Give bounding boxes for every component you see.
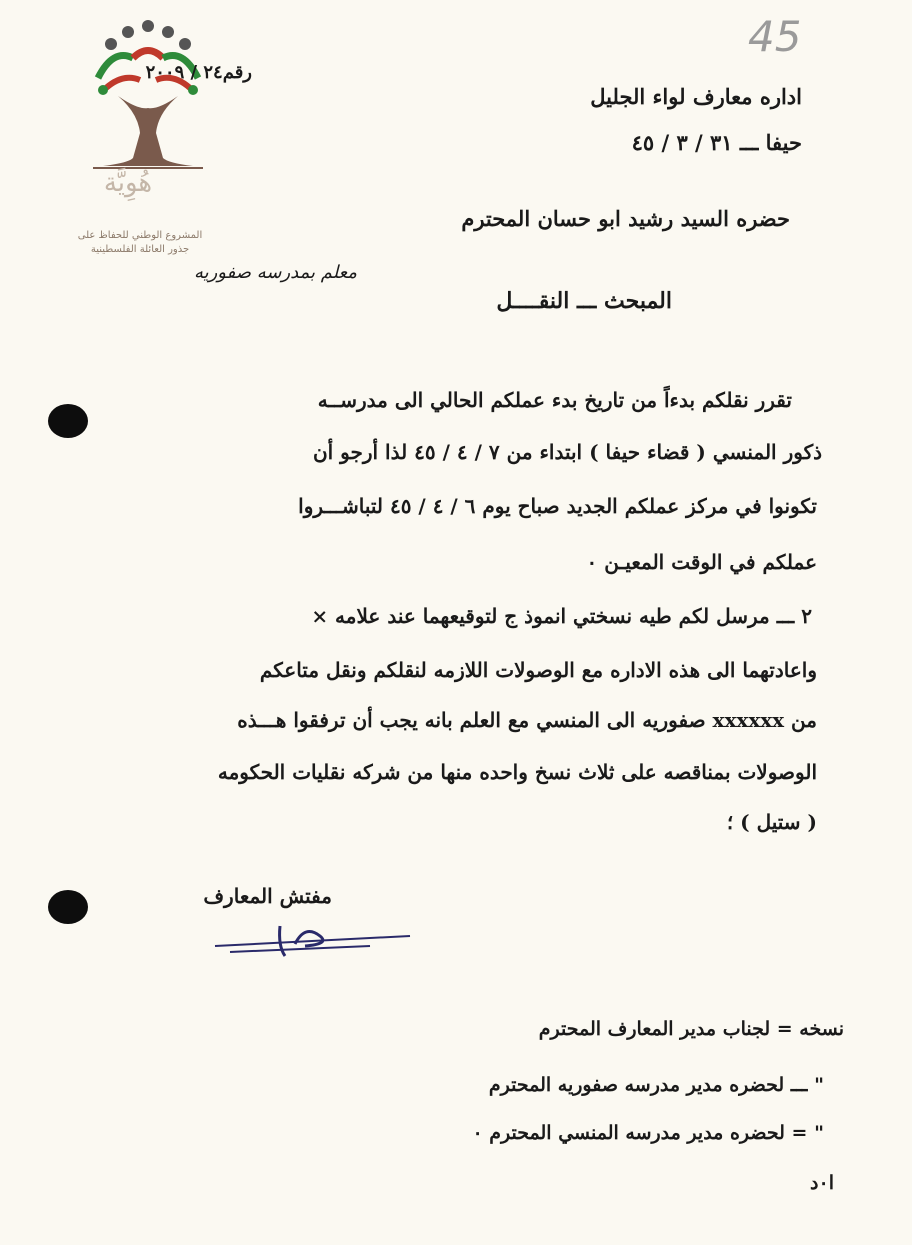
addressee-role: معلم بمدرسه صفوريه [193,262,357,283]
logo-tagline-1: المشروع الوطني للحفاظ على [77,230,203,241]
copy-line-1: نسخه = لجناب مدير المعارف المحترم [538,1018,844,1040]
logo-name: هُوِيَّة [103,168,153,198]
office-name: اداره معارف لواء الجليل [590,84,802,109]
subject-line: المبحث ـــ النقــــل [496,288,672,314]
body-line-6: واعادتهما الى هذه الاداره مع الوصولات اللازمه لنقلكم ونقل متاعكم [259,658,817,682]
body-line-4: عملكم في الوقت المعيـن ٠ [586,550,817,574]
body-line-2: ذكور المنسي ( قضاء حيفا ) ابتداء من ٧ / ٤ / ٤٥ لذا أرجو أن [312,440,822,464]
signature-mark [210,916,420,966]
body-line-8: الوصولات بمناقصه على ثلاث نسخ واحده منها من شركه نقليات الحكومه [217,760,817,784]
body-line-7: من xxxxxx صفوريه الى المنسي مع العلم بانه يجب أن ترفقوا هـــذه [237,708,817,732]
initials: ا٠د [810,1172,834,1194]
place-date: حيفا ـــ ٣١ / ٣ / ٤٥ [631,130,802,155]
body-line-5: ٢ ـــ مرسل لكم طيه نسختي انموذ ج لتوقيعهما عند علامه × [311,604,812,628]
copy-line-3: " = لحضره مدير مدرسه المنسي المحترم ٠ [472,1122,824,1144]
copy-line-2: " ـــ لحضره مدير مدرسه صفوريه المحترم [488,1074,824,1096]
punch-hole-top [48,404,88,438]
punch-hole-bottom [48,890,88,924]
handwritten-page-number: 45 [748,12,802,61]
body-line-1: تقرر نقلكم بدءاً من تاريخ بدء عملكم الحالي الى مدرســه [317,388,792,412]
reference-number: رقم٢٤ / ٢٠٠٩ [145,62,252,83]
signature-title: مفتش المعارف [203,884,332,908]
body-line-9: ( ستيل ) ؛ [726,810,817,834]
addressee-line: حضره السيد رشيد ابو حسان المحترم [461,206,790,231]
logo-tagline-2: جذور العائلة الفلسطينية [90,244,190,255]
body-line-3: تكونوا في مركز عملكم الجديد صباح يوم ٦ / ٤ / ٤٥ لتباشـــروا [298,494,817,518]
